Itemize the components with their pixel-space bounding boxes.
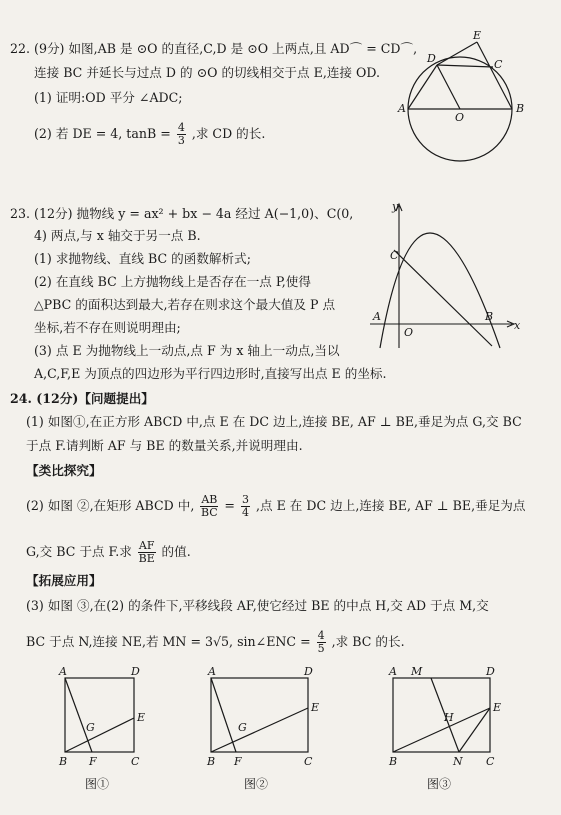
frac-numerator: 4 [317,629,325,642]
segment-be [211,708,308,752]
q23-parabola-figure [368,198,528,358]
caption-figure-1: 图① [85,777,110,791]
label-o: O [404,326,414,339]
q23-line5: △PBC 的面积达到最大,若存在则求这个最大值及 P 点 [34,297,336,312]
label-e: E [473,29,482,42]
q22-header: 22. (9分) 如图,AB 是 ⊙O 的直径,C,D 是 ⊙O 上两点,且 AD⌒ = CD⌒, [10,41,418,56]
q24-part3-text: BC 于点 N,连接 NE,若 MN = 3√5, sin∠ENC = [26,634,315,649]
q23-line1: 23. (12分) 抛物线 y = ax² + bx − 4a 经过 A(−1,0)、C(0, [10,206,354,221]
label-e: E [493,701,502,714]
q24-part2-line1 [26,494,525,519]
q24-part2-text: (2) 如图 ②,在矩形 ABCD 中, [26,498,195,513]
frac-denominator: 4 [241,506,249,519]
caption-figure-2: 图② [244,777,269,791]
label-c: C [304,755,313,768]
q24-part2-tail: ,点 E 在 DC 边上,连接 BE, AF ⊥ BE,垂足为点 [256,498,526,513]
q22-part2-text: (2) 若 DE = 4, tanB = [34,126,175,141]
label-c: C [131,755,140,768]
segment-be [477,42,512,109]
frac-numerator: AF [138,539,155,552]
q24-part2-tail2: 的值. [161,544,191,559]
label-o: O [455,111,465,124]
q23-line8: A,C,F,E 为顶点的四边形为平行四边形时,直接写出点 E 的坐标. [34,366,387,381]
equals-sign: = [224,498,235,513]
label-b: B [485,310,494,323]
label-c: C [390,249,399,262]
frac-denominator: 5 [317,642,325,655]
label-n: N [453,755,463,768]
frac-numerator: 3 [241,493,249,506]
label-b: B [207,755,216,768]
q24-header: 24. (12分)【问题提出】 [10,391,154,406]
square-abcd [65,678,134,752]
ratio-ab-bc [200,494,218,519]
q22-part2-tail: ,求 CD 的长. [191,126,266,141]
q24-part1-line1: (1) 如图①,在正方形 ABCD 中,点 E 在 DC 边上,连接 BE, AF ⊥ BE,垂足为点 G,交 BC [26,414,522,429]
frac-numerator: 4 [177,121,185,134]
label-c: C [486,755,495,768]
q24-part1-line2: 于点 F.请判断 AF 与 BE 的数量关系,并说明理由. [26,438,303,453]
label-f: F [234,755,242,768]
frac-denominator: BE [138,552,155,565]
label-f: F [89,755,97,768]
ratio-3-4 [241,494,250,519]
label-g: G [238,721,247,734]
segment-od [437,65,460,109]
label-a: A [373,310,381,323]
q24-part3-line1: (3) 如图 ③,在(2) 的条件下,平移线段 AF,使它经过 BE 的中点 H,交 AD 于点 M,交 [26,598,489,613]
label-x: x [514,319,521,332]
label-b: B [59,755,68,768]
label-b: B [516,102,525,115]
q24-part2-text2: G,交 BC 于点 F.求 [26,544,132,559]
label-a: A [59,665,67,678]
q23-line7: (3) 点 E 为抛物线上一动点,点 F 为 x 轴上一动点,当以 [34,343,340,358]
segment-af [211,678,236,752]
q23-line3: (1) 求抛物线、直线 BC 的函数解析式; [34,251,251,266]
label-y: y [392,200,399,213]
q22-part1: (1) 证明:OD 平分 ∠ADC; [34,90,183,105]
q24-part3-tail: ,求 BC 的长. [331,634,405,649]
sin-fraction [317,630,326,655]
frac-denominator: BC [201,506,218,519]
frac-denominator: 3 [177,134,185,147]
label-d: D [427,52,436,65]
label-a: A [389,665,397,678]
label-e: E [137,711,146,724]
label-b: B [389,755,398,768]
label-a: A [398,102,406,115]
frac-numerator: AB [201,493,218,506]
label-m: M [411,665,423,678]
caption-figure-3: 图③ [427,777,452,791]
label-g: G [86,721,95,734]
figure-3-rectangle [383,665,523,778]
label-d: D [486,665,495,678]
segment-be [65,718,134,752]
figure-1-square [55,665,155,778]
label-a: A [208,665,216,678]
segment-dc [437,65,493,67]
q23-line2: 4) 两点,与 x 轴交于另一点 B. [34,228,201,243]
label-e: E [311,701,320,714]
label-h: H [444,711,454,724]
label-d: D [304,665,313,678]
label-d: D [131,665,140,678]
q24-heading-extension: 【拓展应用】 [26,573,102,588]
label-c: C [494,58,503,71]
figure-2-rectangle [198,665,328,778]
ratio-af-be [138,540,156,565]
q22-part2 [34,122,265,147]
q22-tan-fraction [177,122,186,147]
q24-part2-line2 [26,540,191,565]
q23-line4: (2) 在直线 BC 上方抛物线上是否存在一点 P,使得 [34,274,311,289]
q24-heading-analogy: 【类比探究】 [26,463,102,478]
q22-line2: 连接 BC 并延长与过点 D 的 ⊙O 的切线相交于点 E,连接 OD. [34,65,380,80]
q22-circle-figure [395,28,535,188]
tangent-de [437,42,477,65]
segment-be [393,708,490,752]
q24-part3-line2 [26,630,405,655]
q23-line6: 坐标,若不存在则说明理由; [34,320,181,335]
